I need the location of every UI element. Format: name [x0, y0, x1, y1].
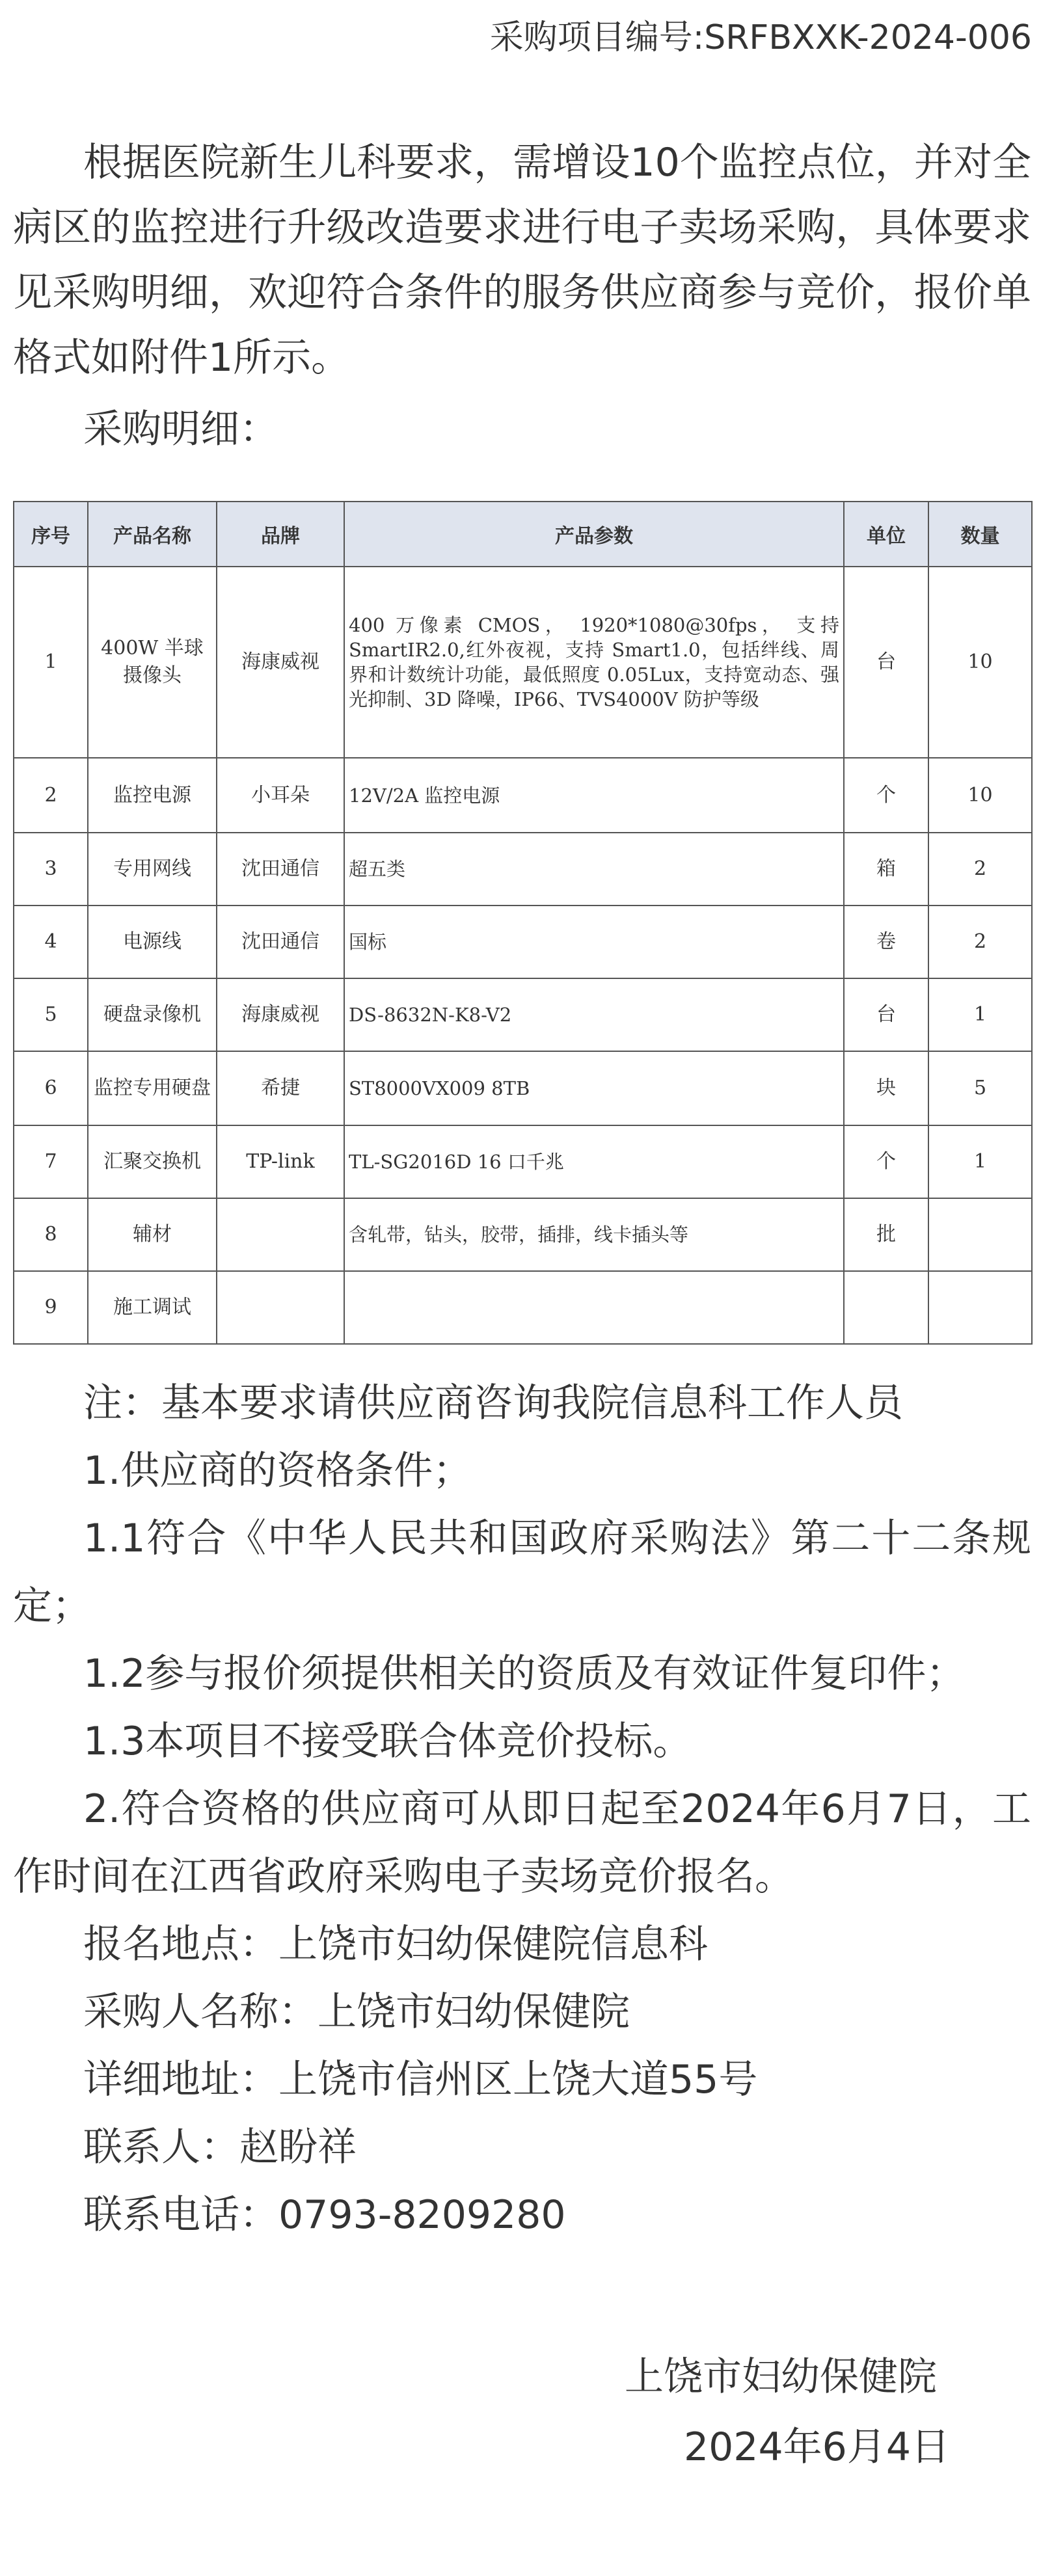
intro-paragraph: 根据医院新生儿科要求，需增设10个监控点位，并对全病区的监控进行升级改造要求进行电子卖场采购，具体要求见采购明细，欢迎符合条件的服务供应商参与竞价，报价单格式如附件1所示。 [13, 140, 1031, 381]
table-row [14, 833, 1032, 906]
cell-qty: 5 [928, 1051, 1032, 1125]
cell-brand [217, 1271, 344, 1344]
cell-brand: 海康威视 [217, 978, 344, 1051]
table-row [14, 1198, 1032, 1271]
signature-date: 2024年6月4日 [683, 2424, 950, 2470]
cell-brand: 希捷 [217, 1051, 344, 1125]
cell-no: 4 [14, 906, 88, 978]
header-brand: 品牌 [217, 502, 344, 567]
cell-unit: 台 [844, 978, 928, 1051]
cell-params [344, 1271, 844, 1344]
cell-params: ST8000VX009 8TB [344, 1051, 844, 1125]
cell-brand: 海康威视 [217, 567, 344, 758]
cell-no: 9 [14, 1271, 88, 1344]
notes-section [13, 1369, 1031, 2249]
cell-unit: 卷 [844, 906, 928, 978]
note-qualification-1-2: 1.2参与报价须提供相关的资质及有效证件复印件； [83, 1651, 966, 1697]
cell-no: 7 [14, 1125, 88, 1198]
detailed-address: 详细地址：上饶市信州区上饶大道55号 [83, 2057, 758, 2102]
registration-location: 报名地点：上饶市妇幼保健院信息科 [83, 1922, 708, 1967]
cell-unit: 个 [844, 1125, 928, 1198]
header-no: 序号 [14, 502, 88, 567]
cell-name: 监控专用硬盘 [88, 1051, 217, 1125]
contact-person: 联系人：赵盼祥 [83, 2125, 357, 2170]
header-params: 产品参数 [344, 502, 844, 567]
cell-params: 400 万像素 CMOS， 1920*1080@30fps， 支持 SmartIR2.0,红外夜视，支持 Smart1.0，包括绊线、周界和计数统计功能，最低照度 0.05Lux，支持宽动态、强光抑制、3D 降噪，IP66、TVS4000V 防护等级 [344, 567, 844, 758]
cell-brand: 沈田通信 [217, 833, 344, 906]
cell-name: 电源线 [88, 906, 217, 978]
cell-name: 400W 半球摄像头 [88, 567, 217, 758]
table-row [14, 906, 1032, 978]
header-product-name: 产品名称 [88, 502, 217, 567]
procurement-table [13, 501, 1033, 1345]
cell-params: 国标 [344, 906, 844, 978]
cell-brand: TP-link [217, 1125, 344, 1198]
cell-no: 1 [14, 567, 88, 758]
cell-brand: 沈田通信 [217, 906, 344, 978]
cell-no: 6 [14, 1051, 88, 1125]
table-row [14, 758, 1032, 833]
project-number: 采购项目编号:SRFBXXK-2024-006 [489, 18, 1032, 57]
cell-unit [844, 1271, 928, 1344]
cell-params: 12V/2A 监控电源 [344, 758, 844, 833]
cell-qty [928, 1271, 1032, 1344]
cell-params: TL-SG2016D 16 口千兆 [344, 1125, 844, 1198]
signature-org: 上饶市妇幼保健院 [625, 2354, 937, 2400]
header-qty: 数量 [928, 502, 1032, 567]
header-unit: 单位 [844, 502, 928, 567]
note-qualification-1-1: 1.1符合《中华人民共和国政府采购法》第二十二条规定； [13, 1516, 1031, 1629]
cell-name: 硬盘录像机 [88, 978, 217, 1051]
cell-qty: 10 [928, 758, 1032, 833]
cell-unit: 个 [844, 758, 928, 833]
cell-name: 施工调试 [88, 1271, 217, 1344]
cell-name: 监控电源 [88, 758, 217, 833]
cell-params: 超五类 [344, 833, 844, 906]
note-qualification-heading: 1.供应商的资格条件； [83, 1448, 472, 1494]
procurement-detail-label: 采购明细： [83, 407, 278, 452]
cell-qty: 2 [928, 833, 1032, 906]
contact-phone: 联系电话：0793-8209280 [83, 2192, 566, 2238]
cell-brand [217, 1198, 344, 1271]
cell-name: 专用网线 [88, 833, 217, 906]
note-registration-period: 2.符合资格的供应商可从即日起至2024年6月7日，工作时间在江西省政府采购电子卖场竞价报名。 [13, 1786, 1031, 1899]
cell-no: 3 [14, 833, 88, 906]
cell-qty: 1 [928, 978, 1032, 1051]
cell-qty: 1 [928, 1125, 1032, 1198]
cell-no: 5 [14, 978, 88, 1051]
note-basic-requirement: 注：基本要求请供应商咨询我院信息科工作人员 [83, 1380, 903, 1426]
cell-qty: 2 [928, 906, 1032, 978]
table-row [14, 1051, 1032, 1125]
cell-name: 汇聚交换机 [88, 1125, 217, 1198]
cell-no: 2 [14, 758, 88, 833]
cell-no: 8 [14, 1198, 88, 1271]
table-row [14, 1271, 1032, 1344]
cell-qty: 10 [928, 567, 1032, 758]
cell-params: DS-8632N-K8-V2 [344, 978, 844, 1051]
table-row [14, 567, 1032, 758]
signature-block [625, 2342, 950, 2482]
table-row [14, 1125, 1032, 1198]
purchaser-name: 采购人名称：上饶市妇幼保健院 [83, 1989, 630, 2035]
cell-qty [928, 1198, 1032, 1271]
cell-brand: 小耳朵 [217, 758, 344, 833]
cell-unit: 台 [844, 567, 928, 758]
table-row [14, 978, 1032, 1051]
table-header-row [14, 502, 1032, 567]
cell-unit: 箱 [844, 833, 928, 906]
note-qualification-1-3: 1.3本项目不接受联合体竞价投标。 [83, 1719, 692, 1764]
cell-unit: 批 [844, 1198, 928, 1271]
cell-unit: 块 [844, 1051, 928, 1125]
cell-name: 辅材 [88, 1198, 217, 1271]
cell-params: 含轧带，钻头，胶带，插排，线卡插头等 [344, 1198, 844, 1271]
